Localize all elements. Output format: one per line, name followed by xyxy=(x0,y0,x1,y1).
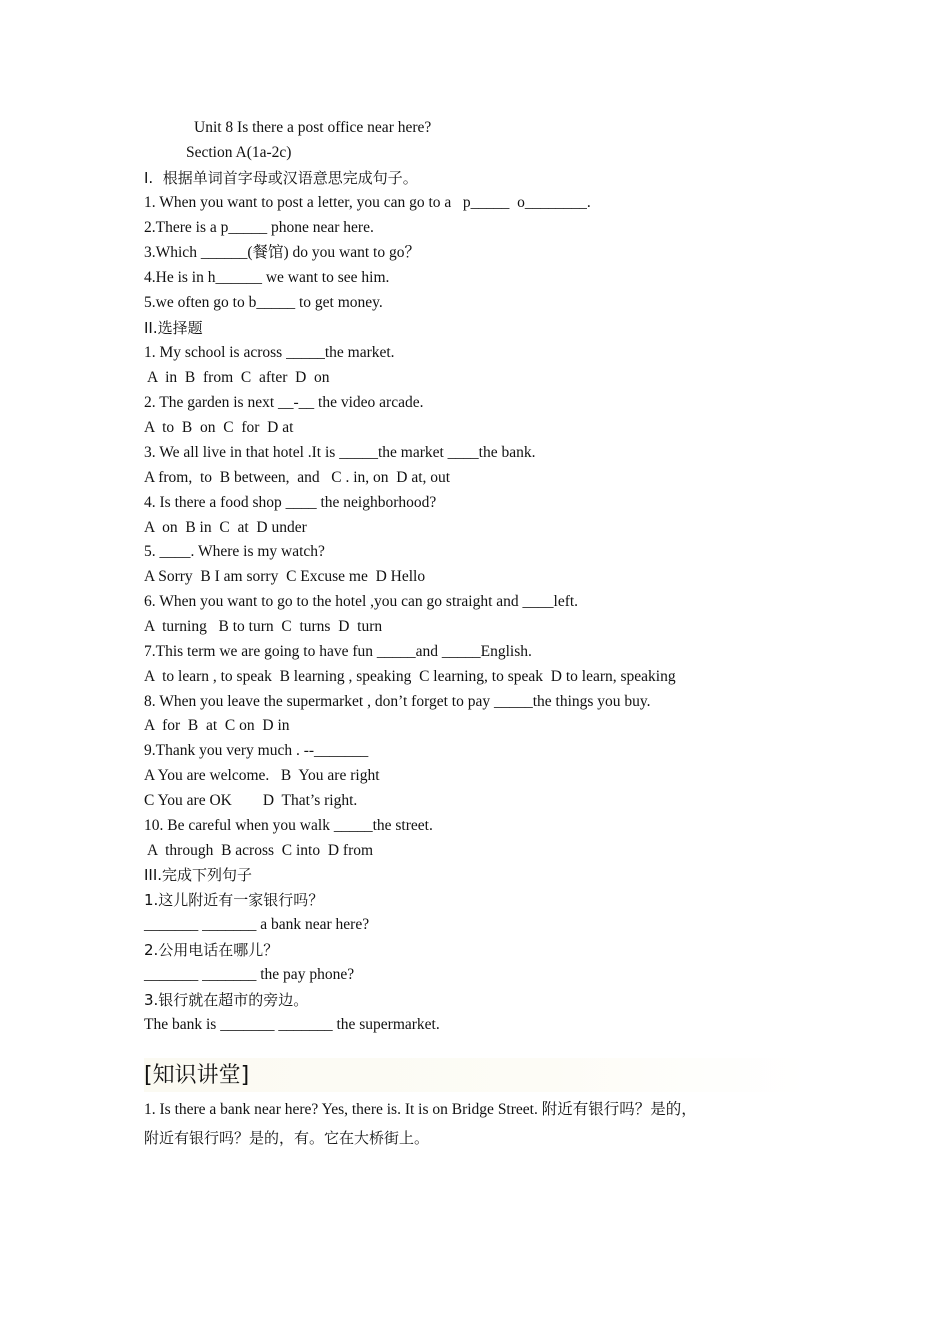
answer-options: A in B from C after D on xyxy=(144,369,330,386)
answer-options: A to learn , to speak B learning , speaking C learning, to speak D to learn, speaking xyxy=(144,668,676,685)
answer-options: A turning B to turn C turns D turn xyxy=(144,618,383,635)
knowledge-line: 1. Is there a bank near here? Yes, there is. It is on Bridge Street. 附近有银行吗？是的， xyxy=(144,1101,697,1118)
question: 10. Be careful when you walk _____the street. xyxy=(144,817,433,834)
answer-options: A Sorry B I am sorry C Excuse me D Hello xyxy=(144,568,426,585)
question: 7.This term we are going to have fun _____and _____English. xyxy=(144,643,532,660)
question: 1. My school is across _____the market. xyxy=(144,344,395,361)
answer-options: A You are welcome. B You are right xyxy=(144,767,380,784)
part1-item: 2.There is a p_____ phone near here. xyxy=(144,219,374,236)
question: 8. When you leave the supermarket , don’t forget to pay _____the things you buy. xyxy=(144,693,651,710)
question: 4. Is there a food shop ____ the neighborhood? xyxy=(144,494,437,511)
question: 5. ____. Where is my watch? xyxy=(144,543,325,560)
question: 9.Thank you very much . --_______ xyxy=(144,742,369,759)
answer-options: A from, to B between, and C . in, on D at, out xyxy=(144,469,451,486)
knowledge-line: 附近有银行吗？是的，有。它在大桥街上。 xyxy=(144,1129,430,1147)
question: 6. When you want to go to the hotel ,you can go straight and ____left. xyxy=(144,593,579,610)
page-title: Unit 8 Is there a post office near here? xyxy=(194,119,432,136)
part2-heading: II.选择题 xyxy=(144,319,203,337)
answer-options: A for B at C on D in xyxy=(144,717,290,734)
answer-options: A to B on C for D at xyxy=(144,419,294,436)
answer-options: C You are OK D That’s right. xyxy=(144,792,358,809)
question: 2. The garden is next __-__ the video arcade. xyxy=(144,394,424,411)
part1-item: 5.we often go to b_____ to get money. xyxy=(144,294,383,311)
part1-item: 4.He is in h______ we want to see him. xyxy=(144,269,390,286)
knowledge-heading: [知识讲堂] xyxy=(144,1063,250,1088)
section-subtitle: Section A(1a-2c) xyxy=(186,144,292,161)
answer-options: A on B in C at D under xyxy=(144,519,307,536)
part1-item: 1. When you want to post a letter, you can go to a p_____ o________. xyxy=(144,194,591,211)
english-blank-sentence: _______ _______ the pay phone? xyxy=(144,966,355,983)
english-blank-sentence: The bank is _______ _______ the supermarket. xyxy=(144,1016,440,1033)
english-blank-sentence: _______ _______ a bank near here? xyxy=(144,916,370,933)
chinese-sentence: 1.这儿附近有一家银行吗？ xyxy=(144,891,324,909)
part1-item: 3.Which ______(餐馆) do you want to go？ xyxy=(144,244,420,261)
part3-heading: III.完成下列句子 xyxy=(144,866,253,884)
chinese-sentence: 3.银行就在超市的旁边。 xyxy=(144,991,309,1009)
answer-options: A through B across C into D from xyxy=(144,842,374,859)
part1-heading: I. 根据单词首字母或汉语意思完成句子。 xyxy=(144,169,418,187)
chinese-sentence: 2.公用电话在哪儿？ xyxy=(144,941,279,959)
question: 3. We all live in that hotel .It is _____the market ____the bank. xyxy=(144,444,536,461)
